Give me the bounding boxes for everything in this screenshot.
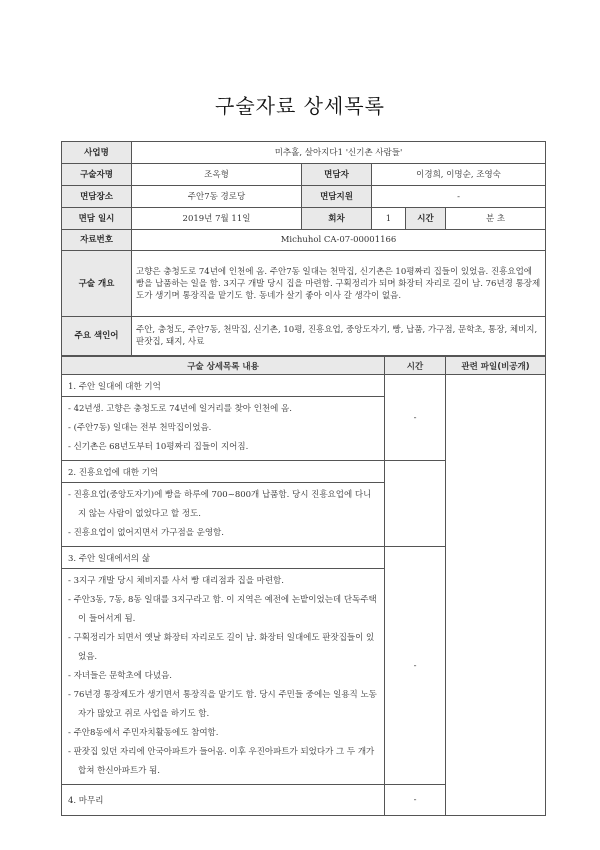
list-item: - 진흥요업(중앙도자기)에 빵을 하루에 700~800개 납품함. 당시 진흥요업에 다니지 않는 사람이 없었다고 할 정도. — [68, 490, 372, 519]
list-item: - 신기촌은 68년도부터 10평짜리 집들이 지어짐. — [68, 442, 249, 452]
header-files: 관련 파일(비공개) — [446, 357, 546, 375]
header-time: 시간 — [385, 357, 446, 375]
header-content: 구술 상세목록 내용 — [62, 357, 385, 375]
section-items-1 — [62, 397, 385, 461]
keywords-value: 주안, 충청도, 주안7동, 천막집, 신기촌, 10평, 진흥요업, 중앙도자기, 빵, 납품, 가구점, 문학초, 통장, 체비지, 판잣집, 돼지, 사료 — [132, 317, 546, 356]
list-item: - 76년경 통장제도가 생기면서 통장직을 맡기도 함. 당시 주민들 중에는 일용직 노동자가 많았고 쥐로 사업을 하기도 함. — [68, 690, 377, 719]
section-title-3: 3. 주안 일대에서의 삶 — [62, 547, 385, 569]
section-items-2 — [62, 483, 385, 547]
document-title: 구술자료 상세목록 — [215, 94, 385, 118]
date-value: 2019년 7월 11일 — [132, 208, 302, 230]
keywords-label: 주요 색인어 — [62, 317, 132, 356]
time-label: 시간 — [406, 208, 446, 230]
time-value: 분 초 — [446, 208, 546, 230]
list-item: - 자녀들은 문학초에 다녔음. — [68, 671, 173, 681]
summary-value: 고향은 충청도로 74년에 인천에 옴. 주안7동 일대는 천막집, 신기촌은 10평짜리 집들이 있었음. 진흥요업에 빵을 납품하는 일을 함. 3지구 개발 당시 집을 마련함. 구획정리가 되며 화장터 자리로 길이 남. 76년경 통장제도가 생기며 통장직을 맡기도 함. 동네가 살기 좋아 이사 갈 생각이 없음. — [132, 251, 546, 317]
list-item: - 진흥요업이 없어지면서 가구점을 운영함. — [68, 528, 224, 538]
narrator-label: 구술자명 — [62, 164, 132, 186]
section-time-2 — [385, 461, 446, 547]
session-value: 1 — [372, 208, 406, 230]
list-item: - (주안7동) 일대는 전부 천막집이었음. — [68, 423, 212, 433]
support-label: 면담지원 — [302, 186, 372, 208]
narrator-value: 조옥형 — [132, 164, 302, 186]
date-label: 면담 일시 — [62, 208, 132, 230]
interviewer-label: 면담자 — [302, 164, 372, 186]
session-label: 회차 — [302, 208, 372, 230]
section-items-3 — [62, 569, 385, 785]
detail-list-table — [61, 356, 546, 816]
place-value: 주안7동 경로당 — [132, 186, 302, 208]
section-time-1: - — [385, 375, 446, 461]
section-time-3: - — [385, 547, 446, 785]
project-value: 미추홀, 살아지다1 '신기촌 사람들' — [132, 142, 546, 164]
list-item: - 구획정리가 되면서 옛날 화장터 자리로도 길이 남. 화장터 일대에도 판잣집들이 있었음. — [68, 633, 375, 662]
related-files-cell — [446, 375, 546, 816]
interviewer-value: 이경희, 이명순, 조영숙 — [372, 164, 546, 186]
list-item: - 3지구 개발 당시 체비지를 사서 빵 대리점과 집을 마련함. — [68, 576, 284, 586]
support-value: - — [372, 186, 546, 208]
interview-info-table — [61, 141, 546, 356]
section-time-4: - — [385, 785, 446, 816]
id-value: Michuhol CA-07-00001166 — [132, 230, 546, 251]
section-title-2: 2. 진흥요업에 대한 기억 — [62, 461, 385, 483]
project-label: 사업명 — [62, 142, 132, 164]
list-item: - 주안3동, 7동, 8동 일대를 3지구라고 함. 이 지역은 예전에 논밭이었는데 단독주택이 들어서게 됨. — [68, 595, 377, 624]
list-item: - 주안8동에서 주민자치활동에도 참여함. — [68, 728, 219, 738]
section-title-1: 1. 주안 일대에 대한 기억 — [62, 375, 385, 397]
list-item: - 42년생. 고향은 충청도로 74년에 일거리를 찾아 인천에 옴. — [68, 404, 292, 414]
place-label: 면담장소 — [62, 186, 132, 208]
section-title-4: 4. 마무리 — [62, 785, 385, 816]
summary-label: 구술 개요 — [62, 251, 132, 317]
list-item: - 판잣집 있던 자리에 안국아파트가 들어옴. 이후 우진아파트가 되었다가 그 두 개가 합쳐 한신아파트가 됨. — [68, 747, 375, 776]
id-label: 자료번호 — [62, 230, 132, 251]
